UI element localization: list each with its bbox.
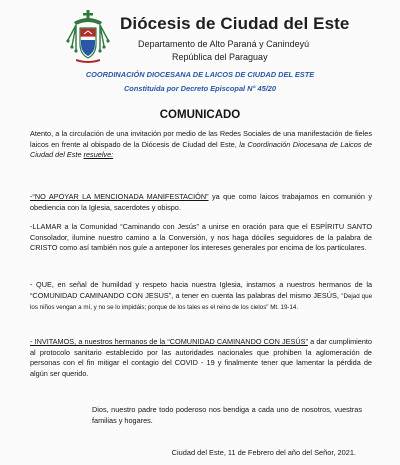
diocese-coat-of-arms-icon — [64, 10, 112, 64]
intro-resolve: resuelve: — [83, 150, 114, 160]
closing-date-line: Ciudad del Este, 11 de Febrero del año del Señor, 2021. — [171, 448, 356, 457]
constitution-line: Constituida por Decreto Episcopal N° 45/20 — [123, 84, 277, 93]
item3-text: - QUE, en señal de humildad y respeto hacia nuestra Iglesia, instamos a nuestros hermanos de la “COMUNIDAD CAMINANDO CON JESUS”, a tener en cuenta las palabras del mismo JESÚS, — [30, 280, 372, 300]
intro-paragraph — [30, 129, 372, 161]
resolution-item-2 — [30, 222, 372, 254]
diocese-title: Diócesis de Ciudad del Este — [120, 14, 350, 33]
country-line: República del Paraguay — [172, 52, 268, 62]
coordination-title: COORDINACIÓN DIOCESANA DE LAICOS DE CIUDAD DEL ESTE — [85, 70, 315, 79]
document-heading: COMUNICADO — [159, 109, 241, 121]
intro-organization: la Coordinación Diocesana de Laicos de Ciudad del Este — [30, 139, 372, 160]
item1-text: ya que como laicos trabajamos en comunión y obediencia con la Iglesia, sacerdotes y obispo. — [30, 192, 372, 212]
item4-emphasis: - INVITAMOS, a nuestros hermanos de la “COMUNIDAD CAMINANDO CON JESÚS” — [30, 337, 308, 346]
resolution-item-1 — [30, 192, 372, 213]
item2-text: -LLAMAR a la Comunidad “Caminando con Jesús” a unirse en oración para que el ESPÍRITU SANTO Consolador, ilumine nuestro camino a la Conversión, y nos haga dóciles seguidores de la palabra de CRISTO como así también nos guíe a anteponer los intereses generales por encima de los particulares. — [30, 222, 372, 253]
item1-emphasis: -“NO APOYAR LA MENCIONADA MANIFESTACIÓN” — [30, 192, 209, 201]
item4-text: a dar cumplimiento al protocolo sanitario establecido por las autoridades nacionales que prohiben la aglomeración de personas con el fin mitigar el contagio del COVID - 19 y finalmente tener que lamentar la pérdida de algún ser querido. — [30, 337, 372, 378]
item3-quote: "Dejad que los niños vengan a mí, y no se lo impidáis; porque de los tales es el reino de los cielos" Mt. 19-14. — [30, 292, 373, 312]
resolution-item-3 — [30, 280, 372, 314]
letterhead — [0, 6, 400, 76]
intro-text: Atento, a la circulación de una invitación por medio de las Redes Sociales de una manifestación de fieles laicos en frente al obispado de la Diócesis de Ciudad del Este, — [30, 129, 372, 149]
blessing-paragraph: Dios, nuestro padre todo poderoso nos bendiga a cada uno de nosotros, vuestras familias y hogares. — [92, 405, 362, 425]
department-line: Departamento de Alto Paraná y Canindeyú — [138, 39, 310, 49]
resolution-item-4 — [30, 337, 372, 379]
